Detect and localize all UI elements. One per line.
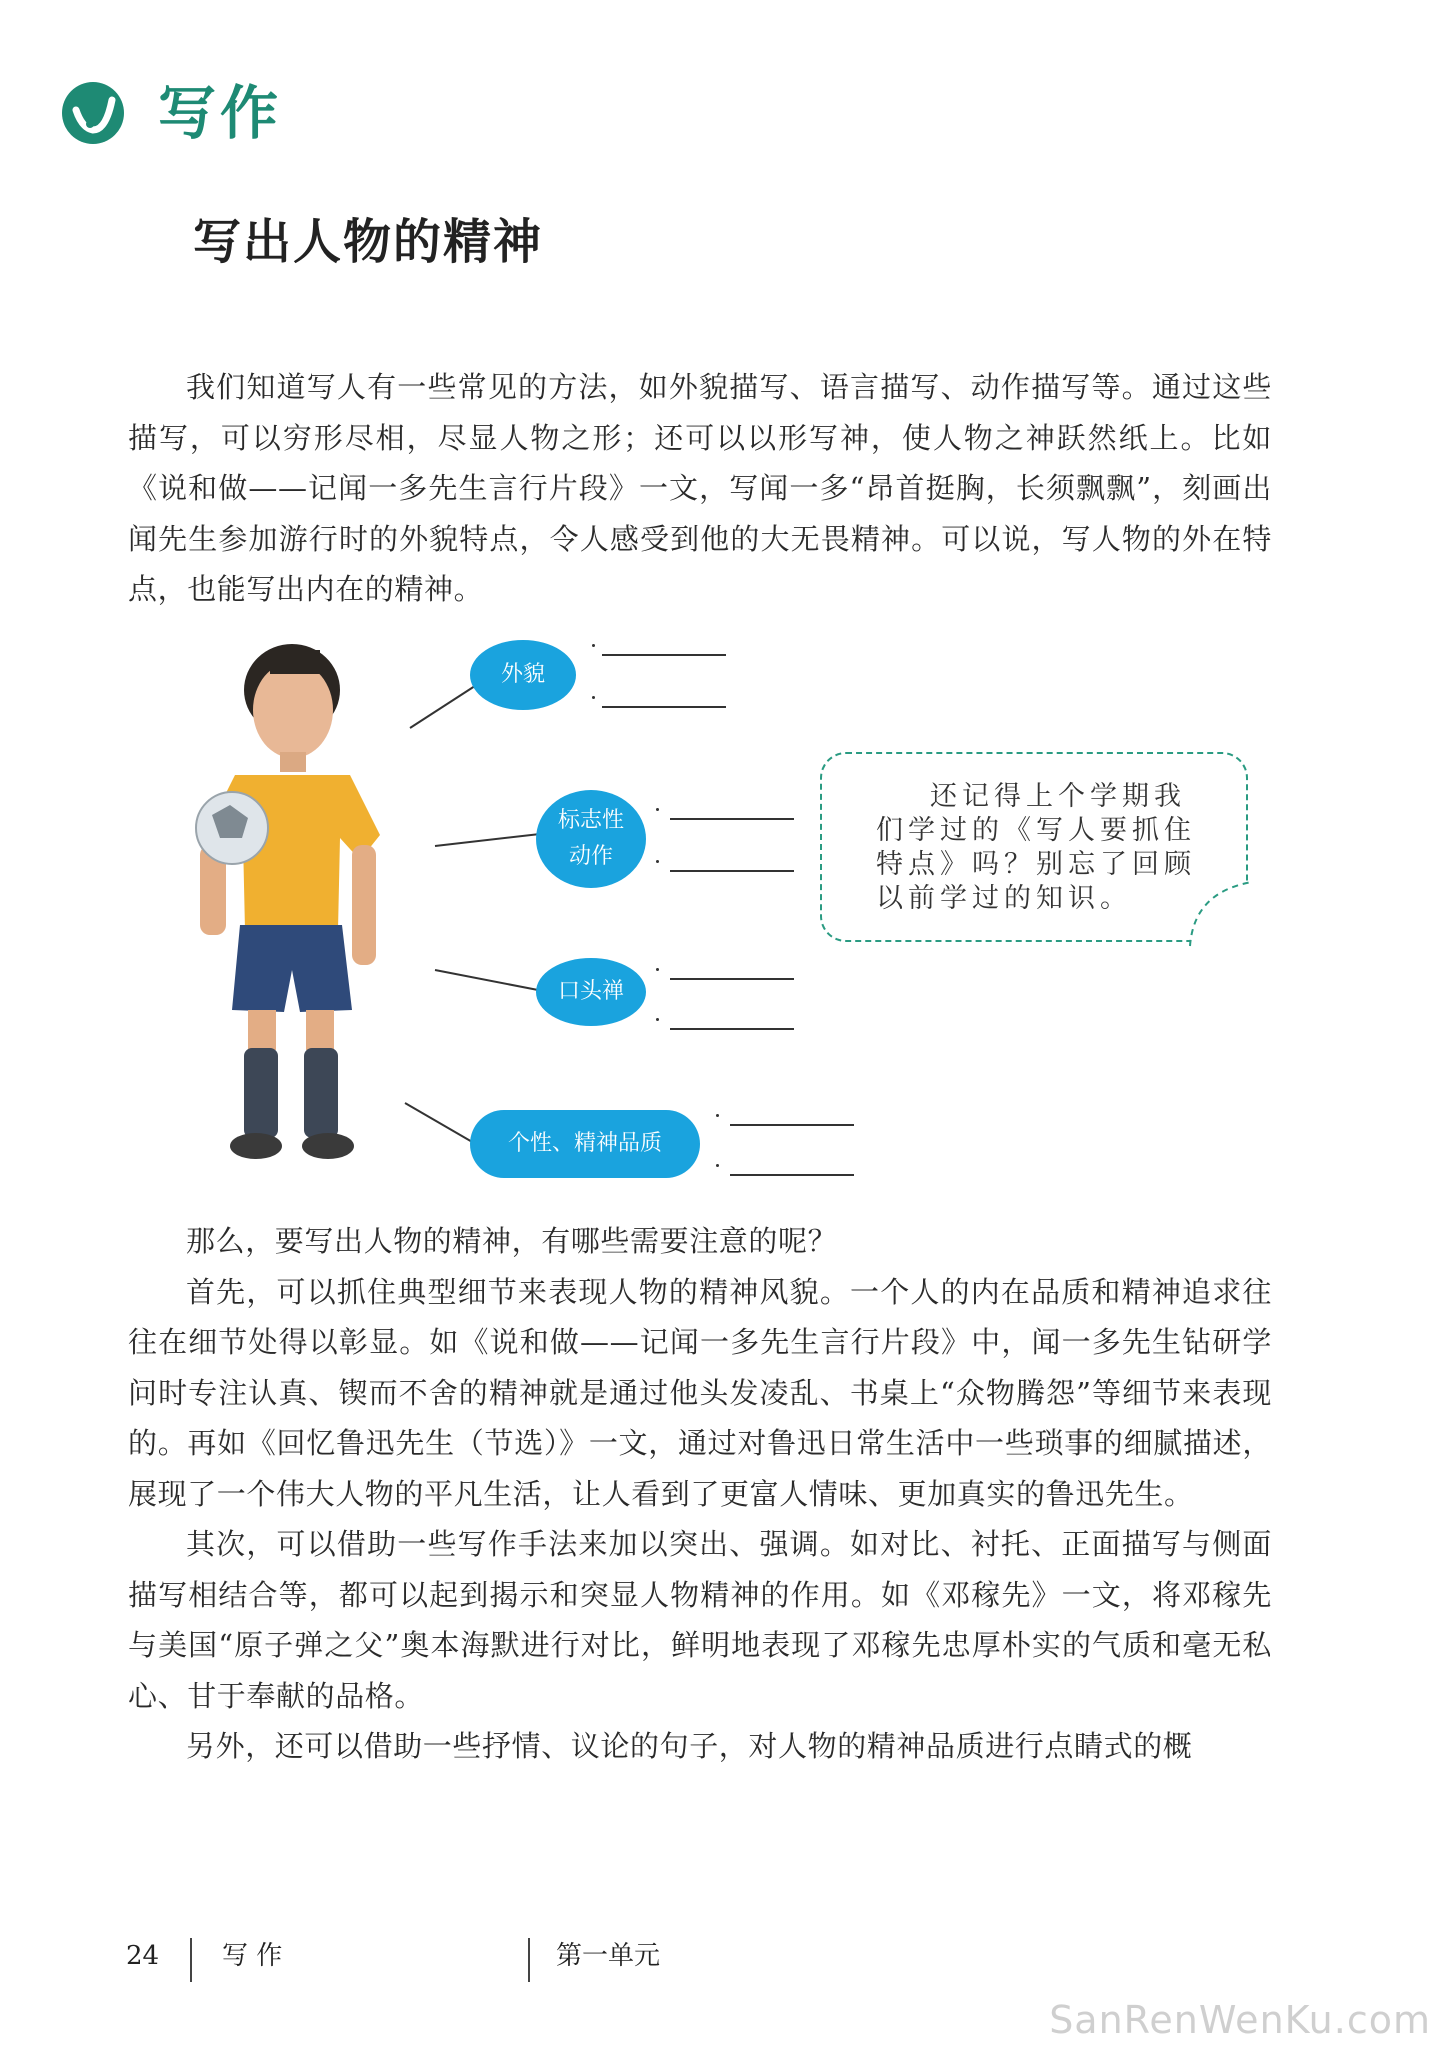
boy-illustration	[196, 644, 380, 1159]
watermark: SanRenWenKu.com	[1049, 1998, 1431, 2042]
page-number: 24	[126, 1941, 160, 1971]
reminder-note: 还记得上个学期我们学过的《写人要抓住特点》吗？别忘了回顾以前学过的知识。	[820, 752, 1248, 942]
intro-paragraph: 我们知道写人有一些常见的方法，如外貌描写、语言描写、动作描写等。通过这些描写，可以穷形尽相，尽显人物之形；还可以以形写神，使人物之神跃然纸上。比如《说和做——记闻一多先生言行片段》一文，写闻一多“昂首挺胸，长须飘飘”，刻画出闻先生参加游行时的外貌特点，令人感受到他的大无畏精神。可以说，写人物的外在特点，也能写出内在的精神。	[128, 370, 1272, 606]
bubble-appearance: 外貌	[470, 640, 576, 710]
body-paragraph: 首先，可以抓住典型细节来表现人物的精神风貌。一个人的内在品质和精神追求往往在细节处得以彰显。如《说和做——记闻一多先生言行片段》中，闻一多先生钻研学问时专注认真、锲而不舍的精神就是通过他头发凌乱、书桌上“众物腾怨”等细节来表现的。再如《回忆鲁迅先生（节选）》一文，通过对鲁迅日常生活中一些琐事的细腻描述，展现了一个伟大人物的平凡生活，让人看到了更富人情味、更加真实的鲁迅先生。	[128, 1274, 1272, 1511]
body-text	[128, 1216, 1272, 1772]
section-label: 写作	[158, 79, 283, 147]
footer-section: 写 作	[222, 1941, 283, 1971]
section-logo-icon	[60, 80, 126, 146]
bubble-personality: 个性、精神品质	[470, 1110, 700, 1178]
intro-text	[128, 362, 1272, 615]
page-title: 写出人物的精神	[193, 214, 544, 270]
bubble-catchphrase: 口头禅	[536, 958, 646, 1026]
footer-divider	[528, 1938, 530, 1982]
body-paragraph: 那么，要写出人物的精神，有哪些需要注意的呢？	[186, 1224, 838, 1258]
note-corner-curve	[1186, 878, 1258, 950]
footer-unit: 第一单元	[556, 1941, 661, 1971]
footer-divider	[190, 1938, 192, 1982]
page-footer	[0, 1938, 1449, 1978]
body-paragraph: 另外，还可以借助一些抒情、议论的句子，对人物的精神品质进行点睛式的概	[186, 1729, 1193, 1763]
bubble-signature-action: 标志性动作	[536, 790, 646, 888]
body-paragraph: 其次，可以借助一些写作手法来加以突出、强调。如对比、衬托、正面描写与侧面描写相结合等，都可以起到揭示和突显人物精神的作用。如《邓稼先》一文，将邓稼先与美国“原子弹之父”奥本海默进行对比，鲜明地表现了邓稼先忠厚朴实的气质和毫无私心、甘于奉献的品格。	[128, 1527, 1272, 1713]
